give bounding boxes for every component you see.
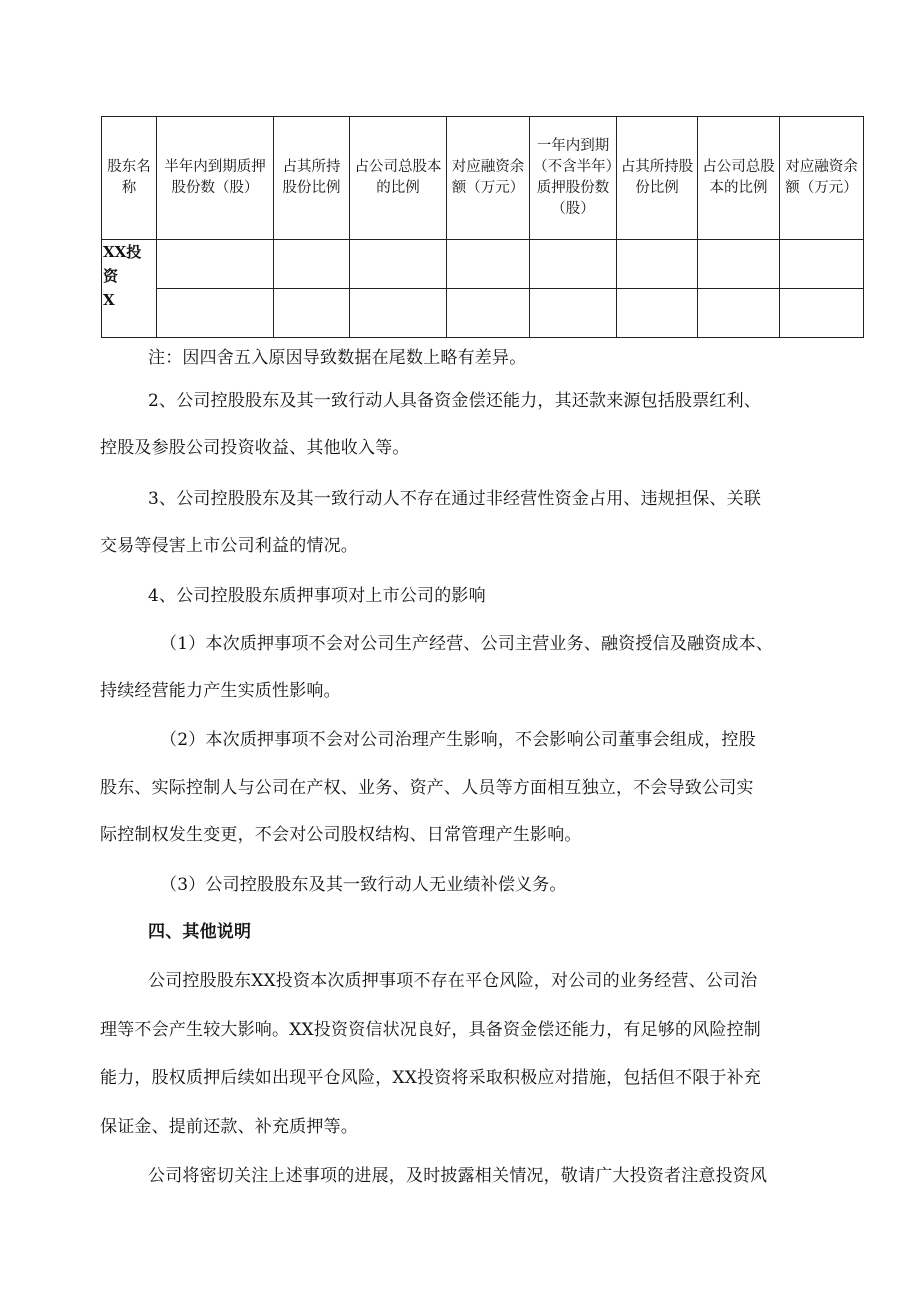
header-half-year-financing: 对应融资余额（万元） (447, 117, 530, 240)
header-one-year-pledged-shares: 一年内到期（不含半年）质押股份数（股） (530, 117, 617, 240)
table-cell (530, 240, 617, 289)
table-header-row (102, 117, 864, 240)
table-cell (157, 289, 274, 338)
table-cell (350, 289, 447, 338)
table-cell (780, 289, 864, 338)
section-4-line-2: 理等不会产生较大影响。XX投资资信状况良好，具备资金偿还能力，有足够的风险控制 (100, 1020, 762, 1040)
section-4-line-4: 保证金、提前还款、补充质押等。 (100, 1117, 358, 1137)
table-cell (780, 240, 864, 289)
header-one-year-financing: 对应融资余额（万元） (780, 117, 864, 240)
table-cell (698, 289, 780, 338)
section-4-line-1: 公司控股股东XX投资本次质押事项不存在平仓风险，对公司的业务经营、公司治 (148, 971, 758, 991)
header-half-year-pct-total: 占公司总股本的比例 (350, 117, 447, 240)
header-one-year-pct-total: 占公司总股本的比例 (698, 117, 780, 240)
pledge-maturity-table (101, 116, 864, 338)
table-row (102, 240, 864, 289)
table-cell (447, 240, 530, 289)
table-cell (530, 289, 617, 338)
table-cell (617, 240, 698, 289)
header-half-year-pledged-shares: 半年内到期质押股份数（股） (157, 117, 274, 240)
item-2-line-3: 际控制权发生变更，不会对公司股权结构、日常管理产生影响。 (100, 825, 582, 845)
table-cell (274, 240, 350, 289)
section-4-line-3: 能力，股权质押后续如出现平仓风险，XX投资将采取积极应对措施，包括但不限于补充 (100, 1068, 762, 1088)
table-note: 注：因四舍五入原因导致数据在尾数上略有差异。 (148, 348, 527, 368)
table-row (102, 289, 864, 338)
paragraph-4: 4、公司控股股东质押事项对上市公司的影响 (148, 586, 486, 606)
item-2-line-2: 股东、实际控制人与公司在产权、业务、资产、人员等方面相互独立，不会导致公司实 (100, 778, 754, 798)
shareholder-name-cell: XX投资 X (102, 240, 157, 338)
paragraph-3-line-1: 3、公司控股股东及其一致行动人不存在通过非经营性资金占用、违规担保、关联 (148, 489, 762, 509)
section-4-heading: 四、其他说明 (148, 922, 252, 942)
header-half-year-pct-holding: 占其所持股份比例 (274, 117, 350, 240)
table-cell (617, 289, 698, 338)
header-shareholder-name: 股东名称 (102, 117, 157, 240)
table-cell (274, 289, 350, 338)
paragraph-3-line-2: 交易等侵害上市公司利益的情况。 (100, 536, 358, 556)
table-cell (157, 240, 274, 289)
section-5-line-1: 公司将密切关注上述事项的进展，及时披露相关情况，敬请广大投资者注意投资风 (148, 1166, 768, 1186)
table-cell (447, 289, 530, 338)
paragraph-2-line-1: 2、公司控股股东及其一致行动人具备资金偿还能力，其还款来源包括股票红利、 (148, 391, 762, 411)
item-1-line-2: 持续经营能力产生实质性影响。 (100, 681, 341, 701)
item-3: （3）公司控股股东及其一致行动人无业绩补偿义务。 (160, 875, 567, 895)
item-2-line-1: （2）本次质押事项不会对公司治理产生影响，不会影响公司董事会组成，控股 (160, 730, 756, 750)
paragraph-2-line-2: 控股及参股公司投资收益、其他收入等。 (100, 438, 410, 458)
header-one-year-pct-holding: 占其所持股份比例 (617, 117, 698, 240)
table-cell (698, 240, 780, 289)
item-1-line-1: （1）本次质押事项不会对公司生产经营、公司主营业务、融资授信及融资成本、 (160, 634, 774, 654)
table-cell (350, 240, 447, 289)
